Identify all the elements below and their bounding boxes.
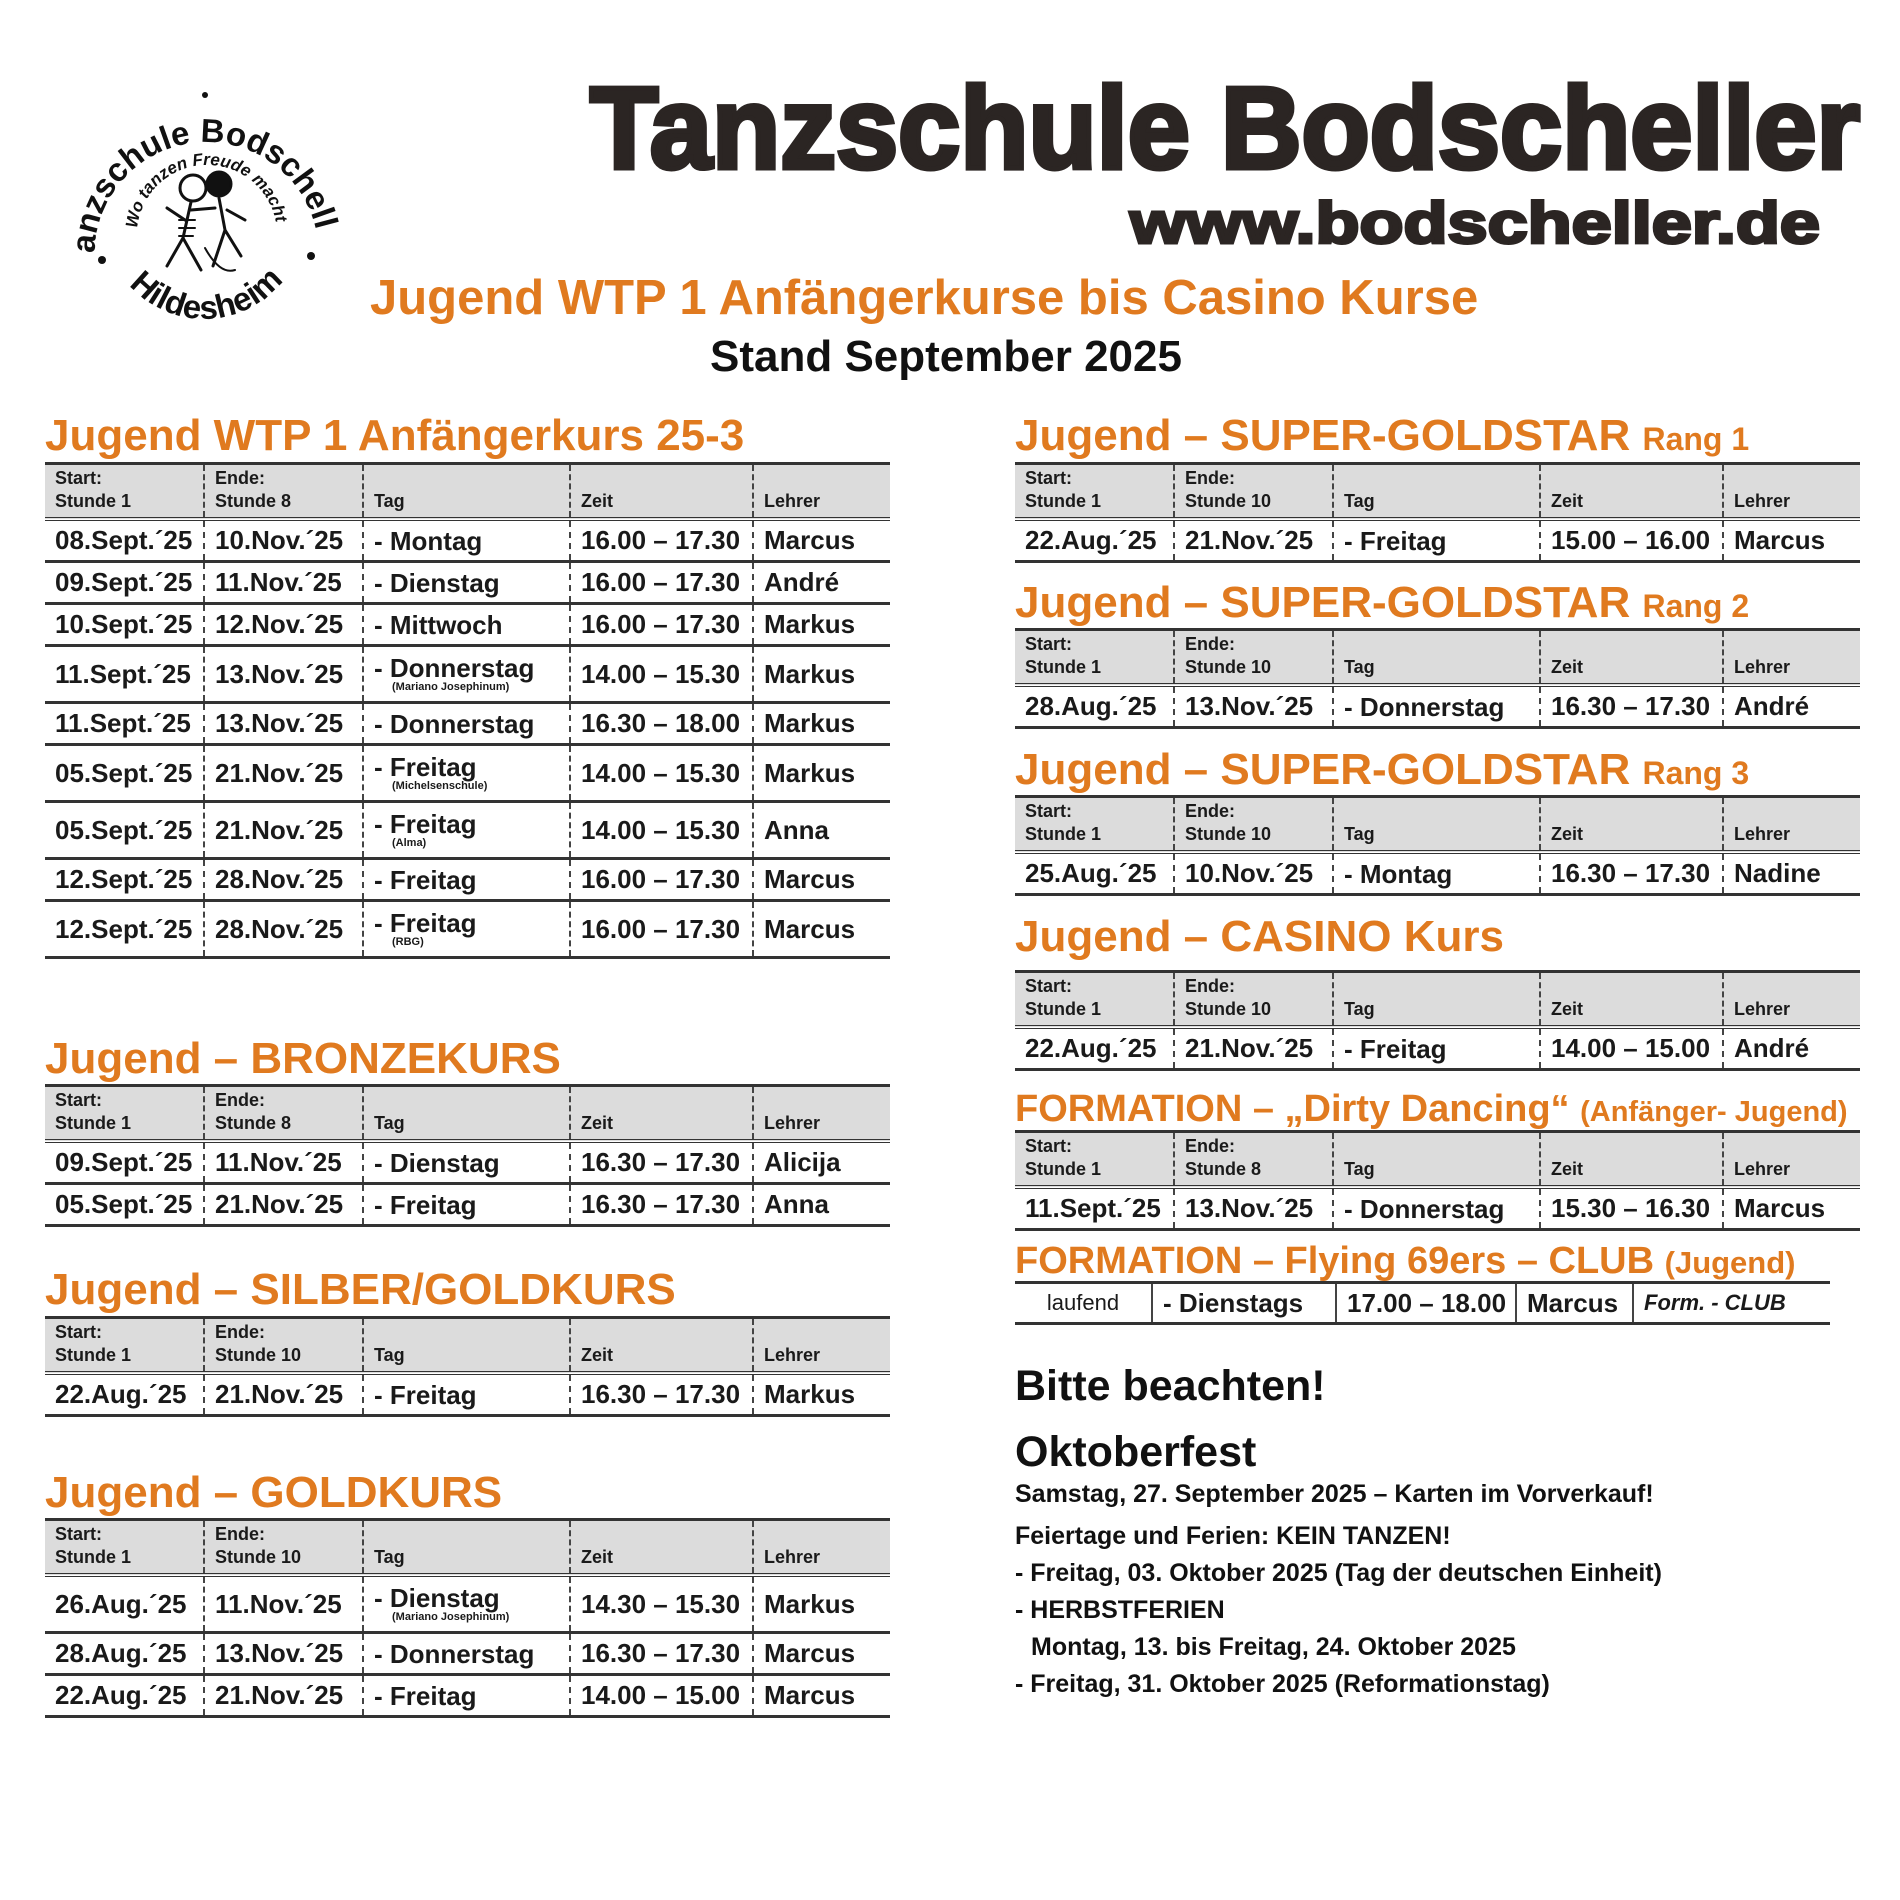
table-row bbox=[45, 562, 890, 604]
cell-day bbox=[1333, 519, 1540, 562]
cell-time: 16.00 – 17.30 bbox=[570, 859, 753, 901]
day-label: - Freitag bbox=[374, 864, 477, 895]
col-teacher: Lehrer bbox=[1723, 1132, 1860, 1188]
cell-day bbox=[363, 802, 570, 859]
section-title-supergoldstar-1: Jugend – SUPER-GOLDSTAR Rang 1 bbox=[1015, 411, 1750, 460]
notice-heading: Bitte beachten! bbox=[1015, 1362, 1326, 1410]
cell-end: 13.Nov.´25 bbox=[204, 646, 363, 703]
cell-time: 16.00 – 17.30 bbox=[570, 562, 753, 604]
table-header-row bbox=[1015, 464, 1860, 520]
cell-start: 22.Aug.´25 bbox=[45, 1675, 204, 1717]
cell-time: 16.00 – 17.30 bbox=[570, 519, 753, 562]
day-label: - Montag bbox=[374, 525, 483, 556]
col-time: Zeit bbox=[570, 464, 753, 520]
col-time: Zeit bbox=[570, 1318, 753, 1374]
cell-time: 16.30 – 17.30 bbox=[570, 1633, 753, 1675]
location-note: (Alma) bbox=[392, 836, 427, 849]
col-day: Tag bbox=[1333, 972, 1540, 1028]
school-logo bbox=[55, 70, 355, 370]
table-header-row bbox=[1015, 797, 1860, 853]
table-bronze bbox=[45, 1084, 890, 1227]
day-label: - Donnerstag bbox=[374, 652, 535, 683]
cell-time: 14.00 – 15.30 bbox=[570, 802, 753, 859]
col-day: Tag bbox=[1333, 630, 1540, 686]
cell-time: 16.30 – 17.30 bbox=[570, 1184, 753, 1226]
cell-start: 22.Aug.´25 bbox=[1015, 519, 1174, 562]
cell-end: 11.Nov.´25 bbox=[204, 1575, 363, 1633]
col-teacher: Lehrer bbox=[1723, 464, 1860, 520]
cell-day bbox=[363, 1184, 570, 1226]
cell-start: 28.Aug.´25 bbox=[1015, 685, 1174, 728]
table-row bbox=[45, 646, 890, 703]
table-silber bbox=[45, 1316, 890, 1417]
col-time: Zeit bbox=[1540, 1132, 1723, 1188]
table-flying-69ers bbox=[1015, 1281, 1830, 1325]
cell-teacher: Marcus bbox=[753, 901, 890, 958]
col-end: Ende: Stunde 10 bbox=[1174, 797, 1333, 853]
col-teacher: Lehrer bbox=[753, 1520, 890, 1576]
cell-end: 11.Nov.´25 bbox=[204, 562, 363, 604]
table-dirty-dancing bbox=[1015, 1130, 1860, 1231]
cell-teacher: Alicija bbox=[753, 1141, 890, 1184]
table-row bbox=[1015, 1187, 1860, 1230]
day-label: - Freitag bbox=[374, 1379, 477, 1410]
col-end: Ende: Stunde 8 bbox=[204, 464, 363, 520]
table-row bbox=[1015, 685, 1860, 728]
section-title-bronze: Jugend – BRONZEKURS bbox=[45, 1034, 561, 1083]
holiday-line: - HERBSTFERIEN bbox=[1015, 1596, 1225, 1624]
svg-text:Tanzschule Bodscheller: anzschule Bodschell bbox=[64, 111, 346, 255]
day-label: - Freitag bbox=[374, 751, 477, 782]
col-end: Ende: Stunde 8 bbox=[204, 1086, 363, 1142]
col-start: Start: Stunde 1 bbox=[1015, 1132, 1174, 1188]
cell-start: 09.Sept.´25 bbox=[45, 1141, 204, 1184]
page-title: Jugend WTP 1 Anfängerkurse bis Casino Kurse bbox=[370, 271, 1479, 325]
day-label: - Donnerstag bbox=[374, 1638, 535, 1669]
cell-teacher: Markus bbox=[753, 1373, 890, 1416]
col-start: Start: Stunde 1 bbox=[1015, 797, 1174, 853]
table-row bbox=[45, 703, 890, 745]
day-label: - Donnerstag bbox=[1344, 691, 1505, 722]
table-supergoldstar-3 bbox=[1015, 795, 1860, 896]
cell-teacher: André bbox=[753, 562, 890, 604]
cell-time: 14.00 – 15.00 bbox=[1540, 1027, 1723, 1070]
event-title: Oktoberfest bbox=[1015, 1428, 1257, 1476]
cell-start: 11.Sept.´25 bbox=[45, 646, 204, 703]
brand-wordmark bbox=[580, 60, 1870, 200]
col-end: Ende: Stunde 10 bbox=[1174, 464, 1333, 520]
col-teacher: Lehrer bbox=[753, 464, 890, 520]
col-start: Start: Stunde 1 bbox=[1015, 630, 1174, 686]
cell-time: 16.00 – 17.30 bbox=[570, 901, 753, 958]
cell-end: 21.Nov.´25 bbox=[1174, 519, 1333, 562]
cell-day bbox=[1333, 1187, 1540, 1230]
cell-start: 11.Sept.´25 bbox=[1015, 1187, 1174, 1230]
cell-time: 15.00 – 16.00 bbox=[1540, 519, 1723, 562]
svg-text:www.bodscheller.de: www.bodscheller.de bbox=[1128, 191, 1820, 256]
day-label: - Freitag bbox=[374, 808, 477, 839]
cell-teacher: Nadine bbox=[1723, 852, 1860, 895]
cell-start: 28.Aug.´25 bbox=[45, 1633, 204, 1675]
cell-time: 14.00 – 15.30 bbox=[570, 745, 753, 802]
cell-end: 21.Nov.´25 bbox=[204, 1373, 363, 1416]
cell-teacher: Marcus bbox=[753, 1633, 890, 1675]
day-label: - Freitag bbox=[374, 907, 477, 938]
cell-teacher: Markus bbox=[753, 703, 890, 745]
table-row bbox=[1015, 1027, 1860, 1070]
table-wtp bbox=[45, 462, 890, 959]
table-supergoldstar-1 bbox=[1015, 462, 1860, 563]
cell-day bbox=[1333, 1027, 1540, 1070]
cell-end: 21.Nov.´25 bbox=[204, 1184, 363, 1226]
cell-teacher: Marcus bbox=[1723, 519, 1860, 562]
cell-day bbox=[363, 1633, 570, 1675]
col-time: Zeit bbox=[570, 1086, 753, 1142]
col-teacher: Lehrer bbox=[753, 1318, 890, 1374]
cell-end: 21.Nov.´25 bbox=[204, 802, 363, 859]
day-label: - Freitag bbox=[374, 1680, 477, 1711]
table-gold bbox=[45, 1518, 890, 1718]
table-row bbox=[1015, 519, 1860, 562]
section-title-supergoldstar-2: Jugend – SUPER-GOLDSTAR Rang 2 bbox=[1015, 578, 1750, 627]
cell-end: 10.Nov.´25 bbox=[204, 519, 363, 562]
cell-time: 16.30 – 18.00 bbox=[570, 703, 753, 745]
col-start: Start: Stunde 1 bbox=[1015, 464, 1174, 520]
day-label: - Freitag bbox=[1344, 525, 1447, 556]
cell-time: 16.30 – 17.30 bbox=[1540, 685, 1723, 728]
section-title-flying-69ers: FORMATION – Flying 69ers – CLUB (Jugend) bbox=[1015, 1240, 1796, 1282]
table-header-row bbox=[1015, 972, 1860, 1028]
cell-day bbox=[1333, 852, 1540, 895]
col-day: Tag bbox=[1333, 1132, 1540, 1188]
table-header-row bbox=[45, 464, 890, 520]
cell-start: 11.Sept.´25 bbox=[45, 703, 204, 745]
table-header-row bbox=[45, 1318, 890, 1374]
cell-day bbox=[363, 519, 570, 562]
col-end: Ende: Stunde 10 bbox=[204, 1318, 363, 1374]
cell-day bbox=[363, 859, 570, 901]
cell-teacher: André bbox=[1723, 685, 1860, 728]
holiday-line: Montag, 13. bis Freitag, 24. Oktober 2025 bbox=[1031, 1633, 1516, 1661]
cell-start: 05.Sept.´25 bbox=[45, 802, 204, 859]
table-row bbox=[45, 1373, 890, 1416]
cell-day bbox=[363, 562, 570, 604]
table-row bbox=[1015, 1283, 1830, 1324]
cell-time: 14.00 – 15.30 bbox=[570, 646, 753, 703]
svg-text:Hildesheim: Hildesheim bbox=[123, 259, 289, 327]
cell-end: 10.Nov.´25 bbox=[1174, 852, 1333, 895]
table-row bbox=[45, 1141, 890, 1184]
table-row bbox=[45, 859, 890, 901]
day-label: - Donnerstag bbox=[374, 708, 535, 739]
cell-end: 28.Nov.´25 bbox=[204, 859, 363, 901]
col-day: Tag bbox=[363, 464, 570, 520]
svg-text:Tanzschule Bodscheller: Tanzschule Bodscheller bbox=[590, 63, 1860, 193]
section-title-dirty-dancing: FORMATION – „Dirty Dancing“ (Anfänger- Jugend) bbox=[1015, 1088, 1848, 1130]
col-start: Start: Stunde 1 bbox=[1015, 972, 1174, 1028]
cell-end: 28.Nov.´25 bbox=[204, 901, 363, 958]
cell-teacher: Markus bbox=[753, 745, 890, 802]
col-day: Tag bbox=[1333, 797, 1540, 853]
cell-type: Form. - CLUB bbox=[1633, 1283, 1830, 1324]
col-time: Zeit bbox=[1540, 972, 1723, 1028]
cell-time: 16.30 – 17.30 bbox=[570, 1373, 753, 1416]
cell-teacher: Anna bbox=[753, 802, 890, 859]
cell-teacher: André bbox=[1723, 1027, 1860, 1070]
table-row bbox=[45, 1675, 890, 1717]
cell-end: 13.Nov.´25 bbox=[204, 703, 363, 745]
table-header-row bbox=[45, 1520, 890, 1576]
col-teacher: Lehrer bbox=[1723, 797, 1860, 853]
col-start: Start: Stunde 1 bbox=[45, 464, 204, 520]
cell-day bbox=[363, 1675, 570, 1717]
cell-teacher: Markus bbox=[753, 1575, 890, 1633]
section-title-casino: Jugend – CASINO Kurs bbox=[1015, 912, 1504, 961]
cell-teacher: Markus bbox=[753, 604, 890, 646]
col-time: Zeit bbox=[1540, 797, 1723, 853]
cell-day bbox=[363, 901, 570, 958]
table-casino bbox=[1015, 970, 1860, 1071]
cell-start: 22.Aug.´25 bbox=[1015, 1027, 1174, 1070]
day-label: - Dienstag bbox=[374, 567, 500, 598]
cell-time: 15.30 – 16.30 bbox=[1540, 1187, 1723, 1230]
cell-start: 05.Sept.´25 bbox=[45, 745, 204, 802]
col-day: Tag bbox=[363, 1318, 570, 1374]
cell-start: 12.Sept.´25 bbox=[45, 901, 204, 958]
table-header-row bbox=[1015, 1132, 1860, 1188]
section-title-silber: Jugend – SILBER/GOLDKURS bbox=[45, 1265, 676, 1314]
location-note: (Mariano Josephinum) bbox=[392, 1610, 510, 1623]
holiday-line: - Freitag, 31. Oktober 2025 (Reformationstag) bbox=[1015, 1670, 1550, 1698]
col-day: Tag bbox=[363, 1086, 570, 1142]
cell-teacher: Marcus bbox=[1516, 1283, 1633, 1324]
section-title-gold: Jugend – GOLDKURS bbox=[45, 1468, 503, 1517]
table-row bbox=[45, 745, 890, 802]
section-title-supergoldstar-3: Jugend – SUPER-GOLDSTAR Rang 3 bbox=[1015, 745, 1750, 794]
day-label: - Dienstag bbox=[374, 1582, 500, 1613]
cell-time: 14.00 – 15.00 bbox=[570, 1675, 753, 1717]
table-row bbox=[45, 1184, 890, 1226]
cell-day bbox=[363, 604, 570, 646]
table-row bbox=[1015, 852, 1860, 895]
cell-day bbox=[363, 1575, 570, 1633]
cell-teacher: Markus bbox=[753, 646, 890, 703]
dancing-couple-logo-icon bbox=[55, 70, 355, 370]
cell-start: 09.Sept.´25 bbox=[45, 562, 204, 604]
cell-teacher: Marcus bbox=[753, 1675, 890, 1717]
day-label: - Freitag bbox=[1344, 1033, 1447, 1064]
col-end: Ende: Stunde 10 bbox=[1174, 972, 1333, 1028]
table-row bbox=[45, 604, 890, 646]
cell-start: 25.Aug.´25 bbox=[1015, 852, 1174, 895]
table-row bbox=[45, 901, 890, 958]
cell-day bbox=[363, 1141, 570, 1184]
col-start: Start: Stunde 1 bbox=[45, 1520, 204, 1576]
cell-time: 14.30 – 15.30 bbox=[570, 1575, 753, 1633]
table-supergoldstar-2 bbox=[1015, 628, 1860, 729]
cell-time: 16.00 – 17.30 bbox=[570, 604, 753, 646]
event-line: Samstag, 27. September 2025 – Karten im Vorverkauf! bbox=[1015, 1480, 1654, 1508]
cell-day bbox=[363, 703, 570, 745]
cell-start: 12.Sept.´25 bbox=[45, 859, 204, 901]
col-start: Start: Stunde 1 bbox=[45, 1086, 204, 1142]
svg-text:Wo tanzen Freude macht: Wo tanzen Freude macht bbox=[122, 149, 291, 230]
col-end: Ende: Stunde 10 bbox=[1174, 630, 1333, 686]
day-label: - Dienstag bbox=[374, 1147, 500, 1178]
cell-end: 21.Nov.´25 bbox=[1174, 1027, 1333, 1070]
day-label: - Freitag bbox=[374, 1189, 477, 1220]
col-end: Ende: Stunde 8 bbox=[1174, 1132, 1333, 1188]
col-day: Tag bbox=[363, 1520, 570, 1576]
col-teacher: Lehrer bbox=[1723, 630, 1860, 686]
location-note: (RBG) bbox=[392, 935, 424, 948]
cell-start: 26.Aug.´25 bbox=[45, 1575, 204, 1633]
day-label: - Mittwoch bbox=[374, 609, 503, 640]
cell-day bbox=[363, 1373, 570, 1416]
holidays-title: Feiertage und Ferien: KEIN TANZEN! bbox=[1015, 1522, 1451, 1550]
cell-start: 05.Sept.´25 bbox=[45, 1184, 204, 1226]
col-day: Tag bbox=[1333, 464, 1540, 520]
section-title-wtp: Jugend WTP 1 Anfängerkurs 25-3 bbox=[45, 411, 745, 460]
col-teacher: Lehrer bbox=[1723, 972, 1860, 1028]
cell-end: 21.Nov.´25 bbox=[204, 1675, 363, 1717]
cell-teacher: Marcus bbox=[1723, 1187, 1860, 1230]
page-subtitle: Stand September 2025 bbox=[710, 332, 1182, 381]
cell-end: 13.Nov.´25 bbox=[204, 1633, 363, 1675]
table-row bbox=[45, 802, 890, 859]
location-note: (Michelsenschule) bbox=[392, 779, 488, 792]
holiday-line: - Freitag, 03. Oktober 2025 (Tag der deutschen Einheit) bbox=[1015, 1559, 1662, 1587]
col-end: Ende: Stunde 10 bbox=[204, 1520, 363, 1576]
cell-end: 13.Nov.´25 bbox=[1174, 1187, 1333, 1230]
col-start: Start: Stunde 1 bbox=[45, 1318, 204, 1374]
cell-teacher: Marcus bbox=[753, 519, 890, 562]
cell-time: 16.30 – 17.30 bbox=[1540, 852, 1723, 895]
cell-end: 12.Nov.´25 bbox=[204, 604, 363, 646]
table-row bbox=[45, 519, 890, 562]
col-time: Zeit bbox=[1540, 464, 1723, 520]
col-time: Zeit bbox=[570, 1520, 753, 1576]
location-note: (Mariano Josephinum) bbox=[392, 680, 510, 693]
cell-start: laufend bbox=[1015, 1283, 1152, 1324]
cell-teacher: Anna bbox=[753, 1184, 890, 1226]
col-teacher: Lehrer bbox=[753, 1086, 890, 1142]
day-label: - Montag bbox=[1344, 858, 1453, 889]
table-row bbox=[45, 1633, 890, 1675]
table-row bbox=[45, 1575, 890, 1633]
cell-end: 11.Nov.´25 bbox=[204, 1141, 363, 1184]
cell-start: 10.Sept.´25 bbox=[45, 604, 204, 646]
table-header-row bbox=[1015, 630, 1860, 686]
table-header-row bbox=[45, 1086, 890, 1142]
cell-teacher: Marcus bbox=[753, 859, 890, 901]
cell-time: 16.30 – 17.30 bbox=[570, 1141, 753, 1184]
cell-start: 08.Sept.´25 bbox=[45, 519, 204, 562]
cell-start: 22.Aug.´25 bbox=[45, 1373, 204, 1416]
col-time: Zeit bbox=[1540, 630, 1723, 686]
cell-time: 17.00 – 18.00 bbox=[1336, 1283, 1516, 1324]
cell-end: 21.Nov.´25 bbox=[204, 745, 363, 802]
website-url[interactable] bbox=[1110, 188, 1830, 258]
cell-day: - Dienstags bbox=[1152, 1283, 1336, 1324]
day-label: - Donnerstag bbox=[1344, 1193, 1505, 1224]
cell-day bbox=[1333, 685, 1540, 728]
cell-day bbox=[363, 646, 570, 703]
cell-end: 13.Nov.´25 bbox=[1174, 685, 1333, 728]
cell-day bbox=[363, 745, 570, 802]
